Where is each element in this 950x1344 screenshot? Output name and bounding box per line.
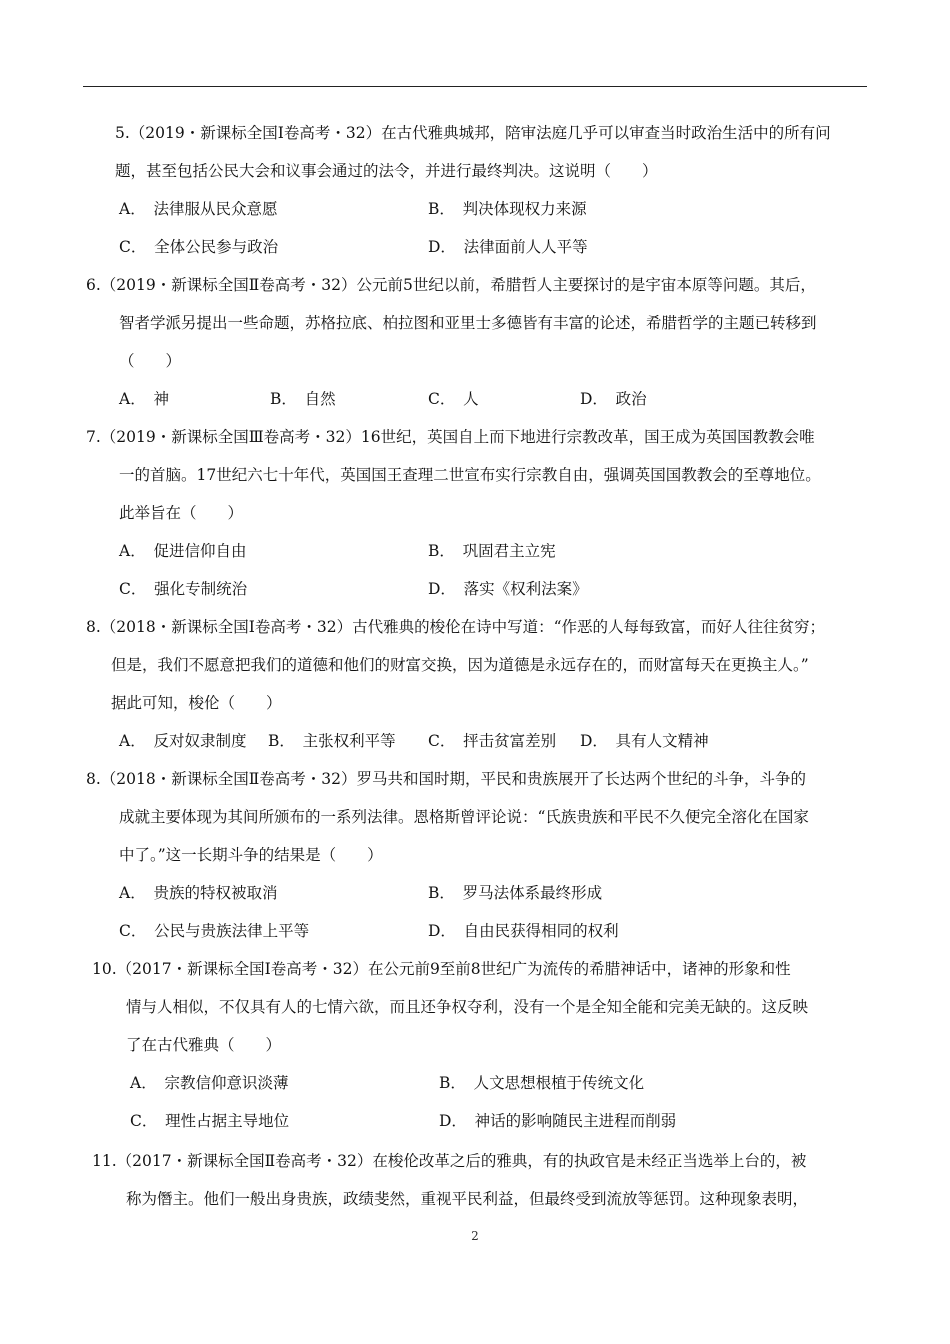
question-8b-option-c: C． 公民与贵族法律上平等 xyxy=(119,922,310,940)
question-7-line-3: 此举旨在（ ） xyxy=(119,504,244,522)
question-11-line-2: 称为僭主。他们一般出身贵族，政绩斐然，重视平民利益，但最终受到流放等惩罚。这种现象表明， xyxy=(126,1190,809,1208)
question-10-option-c: C． 理性占据主导地位 xyxy=(130,1112,290,1130)
page-number: 2 xyxy=(471,1229,479,1243)
question-8a-option-b: B． 主张权利平等 xyxy=(268,732,396,750)
question-10-line-1: 10.（2017・新课标全国Ⅰ卷高考・32）在公元前9至前8世纪广为流传的希腊神话中，诸神的形象和性 xyxy=(92,960,791,978)
question-8a-option-a: A． 反对奴隶制度 xyxy=(119,732,247,750)
question-8b-line-3: 中了。”这一长期斗争的结果是（ ） xyxy=(119,846,383,864)
question-10-option-d: D． 神话的影响随民主进程而削弱 xyxy=(439,1112,677,1130)
question-7-option-c: C． 强化专制统治 xyxy=(119,580,248,598)
question-8b-option-d: D． 自由民获得相同的权利 xyxy=(428,922,619,940)
question-6-line-1: 6.（2019・新课标全国Ⅱ卷高考・32）公元前5世纪以前，希腊哲人主要探讨的是宇宙本原等问题。其后， xyxy=(86,276,816,294)
question-6-option-a: A． 神 xyxy=(119,390,169,408)
question-8a-option-d: D． 具有人文精神 xyxy=(580,732,709,750)
question-6-line-3: （ ） xyxy=(119,352,182,370)
question-7-option-a: A． 促进信仰自由 xyxy=(119,542,247,560)
question-8b-line-1: 8.（2018・新课标全国Ⅱ卷高考・32）罗马共和国时期，平民和贵族展开了长达两个世纪的斗争，斗争的 xyxy=(86,770,806,788)
question-10-line-2: 情与人相似，不仅具有人的七情六欲，而且还争权夺利，没有一个是全知全能和完美无缺的。这反映 xyxy=(126,998,809,1016)
question-5-option-b: B． 判决体现权力来源 xyxy=(428,200,587,218)
question-6-option-c: C． 人 xyxy=(428,390,479,408)
question-6-option-d: D． 政治 xyxy=(580,390,647,408)
question-6-line-2: 智者学派另提出一些命题，苏格拉底、柏拉图和亚里士多德皆有丰富的论述，希腊哲学的主题已转移到 xyxy=(119,314,817,332)
question-8a-option-c: C． 抨击贫富差别 xyxy=(428,732,557,750)
question-10-option-a: A． 宗教信仰意识淡薄 xyxy=(130,1074,289,1092)
question-8b-option-a: A． 贵族的特权被取消 xyxy=(119,884,278,902)
question-5-option-d: D． 法律面前人人平等 xyxy=(428,238,588,256)
question-10-line-3: 了在古代雅典（ ） xyxy=(126,1036,282,1054)
question-7-option-b: B． 巩固君主立宪 xyxy=(428,542,556,560)
question-11-line-1: 11.（2017・新课标全国Ⅱ卷高考・32）在梭伦改革之后的雅典，有的执政官是未经正当选举上台的，被 xyxy=(92,1152,807,1170)
question-5-line-1: 5.（2019・新课标全国Ⅰ卷高考・32）在古代雅典城邦，陪审法庭几乎可以审查当时政治生活中的所有问 xyxy=(115,124,831,142)
question-6-option-b: B． 自然 xyxy=(270,390,336,408)
question-8b-option-b: B． 罗马法体系最终形成 xyxy=(428,884,603,902)
header-rule xyxy=(83,86,867,87)
question-7-line-1: 7.（2019・新课标全国Ⅲ卷高考・32）16世纪，英国自上而下地进行宗教改革，国王成为英国国教教会唯 xyxy=(86,428,815,446)
question-10-option-b: B． 人文思想根植于传统文化 xyxy=(439,1074,645,1092)
question-5-option-c: C． 全体公民参与政治 xyxy=(119,238,279,256)
question-8a-line-1: 8.（2018・新课标全国Ⅰ卷高考・32）古代雅典的梭伦在诗中写道：“作恶的人每每致富，而好人往往贫穷； xyxy=(86,618,826,636)
question-8b-line-2: 成就主要体现为其间所颁布的一系列法律。恩格斯曾评论说：“氏族贵族和平民不久便完全溶化在国家 xyxy=(119,808,809,826)
question-5-option-a: A． 法律服从民众意愿 xyxy=(119,200,278,218)
question-5-line-2: 题，甚至包括公民大会和议事会通过的法令，并进行最终判决。这说明（ ） xyxy=(115,162,658,180)
question-7-option-d: D． 落实《权利法案》 xyxy=(428,580,588,598)
question-8a-line-3: 据此可知，梭伦（ ） xyxy=(111,694,282,712)
question-7-line-2: 一的首脑。17世纪六七十年代，英国国王查理二世宣布实行宗教自由，强调英国国教教会的至尊地位。 xyxy=(119,466,821,484)
question-8a-line-2: 但是，我们不愿意把我们的道德和他们的财富交换，因为道德是永远存在的，而财富每天在更换主人。” xyxy=(111,656,809,674)
